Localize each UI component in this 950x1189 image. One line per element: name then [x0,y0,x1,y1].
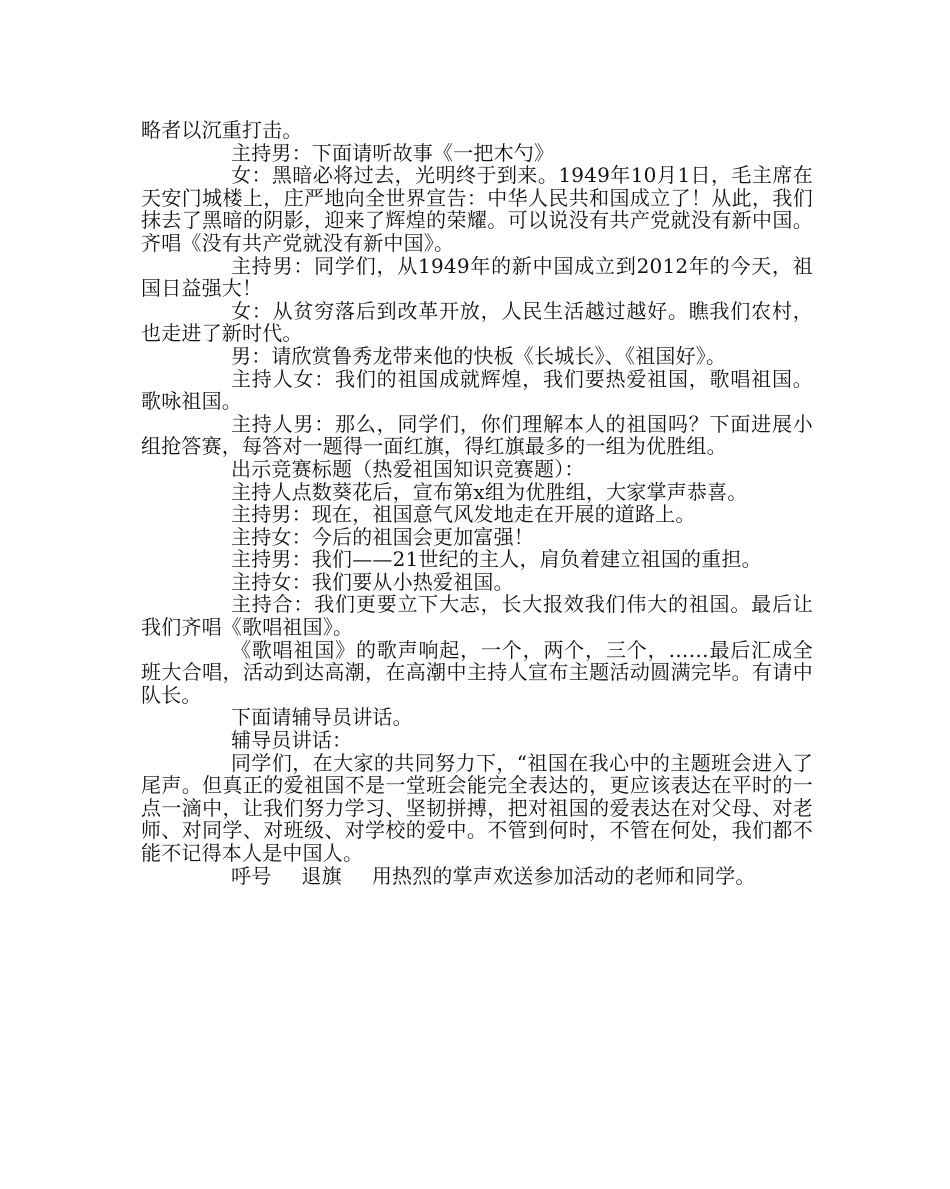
paragraph: 主持合：我们更要立下大志，长大报效我们伟大的祖国。最后让我们齐唱《歌唱祖国》。 [141,592,813,640]
paragraph: 下面请辅导员讲话。 [231,705,413,730]
document-body [141,119,813,887]
paragraph: 主持男：同学们，从1949年的新中国成立到2012年的今天，祖国日益强大！ [141,253,813,301]
paragraph: 主持男：我们——21世纪的主人，肩负着建立祖国的重担。 [231,547,762,572]
closing-farewell-text: 用热烈的掌声欢送参加活动的老师和同学。 [371,863,756,888]
paragraph: 辅导员讲话： [231,728,353,753]
paragraph: 男：请欣赏鲁秀龙带来他的快板《长城长》、《祖国好》。 [231,343,727,368]
paragraph: 出示竞赛标题（热爱祖国知识竞赛题）： [231,456,585,481]
paragraph: 女：黑暗必将过去，光明终于到来。1949年10月1日，毛主席在天安门城楼上，庄严地向全世界宣告：中华人民共和国成立了！从此，我们抹去了黑暗的阴影，迎来了辉煌的荣耀。可以说没有共产党就没有新中国。齐唱《没有共产党就没有新中国》。 [141,163,813,255]
paragraph: 略者以沉重打击。 [141,118,303,142]
paragraph: 主持人男：那么，同学们，你们理解本人的祖国吗？下面进展小组抢答赛，每答对一题得一面红旗，得红旗最多的一组为优胜组。 [141,411,813,459]
closing-line [141,865,813,888]
paragraph: 主持男：下面请听故事《一把木勺》 [231,140,555,165]
paragraph: 主持女：今后的祖国会更加富强！ [231,524,534,549]
closing-call-text: 呼号 [231,863,272,888]
paragraph: 主持女：我们要从小热爱祖国。 [231,569,514,594]
paragraph: 主持人点数葵花后，宣布第x组为优胜组，大家掌声恭喜。 [231,479,748,504]
paragraph: 主持男：现在，祖国意气风发地走在开展的道路上。 [231,502,696,527]
paragraph: 《歌唱祖国》的歌声响起，一个，两个，三个，……最后汇成全班大合唱，活动到达高潮，在高潮中主持人宣布主题活动圆满完毕。有请中队长。 [141,637,813,707]
paragraph: 同学们，在大家的共同努力下，“祖国在我心中的主题班会进入了尾声。但真正的爱祖国不是一堂班会能完全表达的，更应该表达在平时的一点一滴中，让我们努力学习、坚韧拼搏，把对祖国的爱表达在对父母、对老师、对同学、对班级、对学校的爱中。不管到何时，不管在何处，我们都不能不记得本人是中国人。 [141,750,813,865]
paragraph: 主持人女：我们的祖国成就辉煌，我们要热爱祖国，歌唱祖国。歌咏祖国。 [141,366,813,414]
closing-flag-text: 退旗 [301,863,342,888]
paragraph: 女：从贫穷落后到改革开放，人民生活越过越好。瞧我们农村，也走进了新时代。 [141,298,813,346]
